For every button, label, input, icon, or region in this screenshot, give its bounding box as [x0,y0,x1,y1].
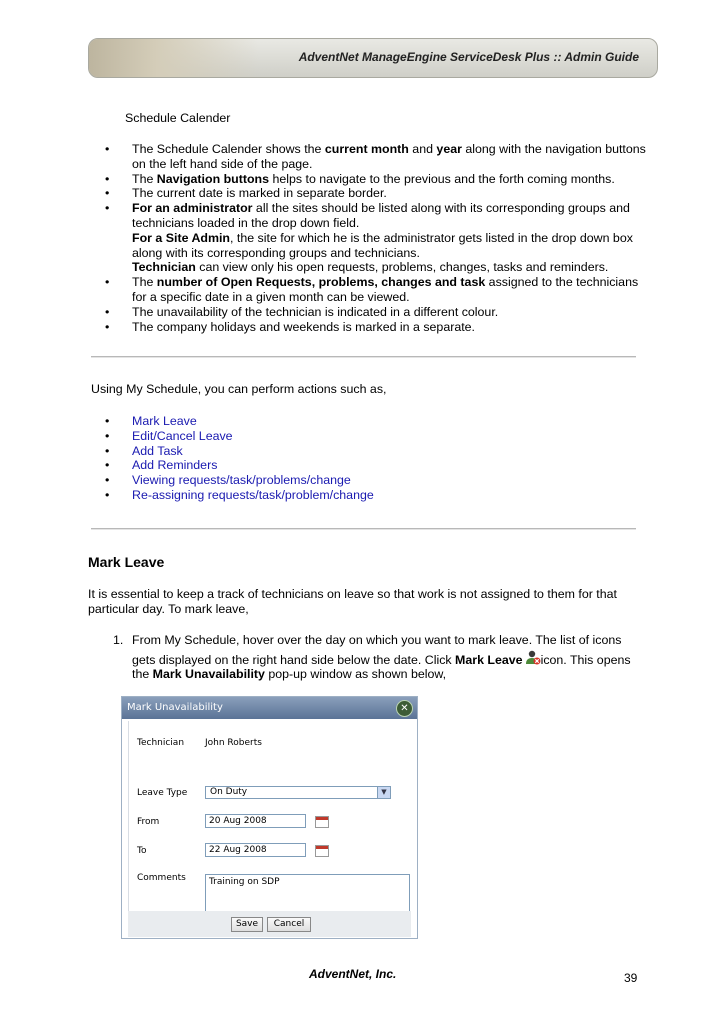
step-1-line-3-a: the [132,667,153,681]
header-logo-art [89,39,259,78]
to-label: To [137,846,147,856]
bullet-item [91,305,651,320]
action-link[interactable]: Re-assigning requests/task/problem/change [132,487,374,502]
text-segment: helps to navigate to the previous and the forth coming months. [269,171,615,186]
text-segment: on the left hand side of the page. [132,156,313,171]
bullet-line [132,157,651,172]
technician-label: Technician [137,738,185,748]
text-segment: all the sites should be listed along with its corresponding groups and [252,201,630,216]
text-segment: The company holidays and weekends is marked in a separate. [132,319,475,334]
step-1-line-3 [132,667,652,684]
action-list-item [91,488,651,503]
mark-leave-para-line-1: It is essential to keep a track of technicians on leave so that work is not assigned to them for that [88,587,617,601]
action-link[interactable]: Edit/Cancel Leave [132,428,233,443]
bullet-item [91,320,651,335]
bullet-item [91,142,651,172]
to-date-input[interactable]: 22 Aug 2008 [205,843,306,857]
bullet-icon: • [105,171,110,186]
bullet-item [91,172,651,187]
bullet-line [132,172,651,187]
text-segment: and [408,142,437,156]
bullet-item [91,186,651,201]
bullet-line [132,246,651,261]
to-calendar-icon[interactable] [315,845,329,857]
bold-text: current month [324,142,409,156]
action-link[interactable]: Viewing requests/task/problems/change [132,473,351,488]
text-segment: technicians loaded in the drop down field. [132,215,360,230]
close-icon[interactable]: ✕ [396,700,413,717]
step-1-line-2-a: gets displayed on the right hand side below the date. Click [132,653,456,667]
mark-leave-para-line-2: particular day. To mark leave, [88,601,249,616]
technician-leave-icon [525,650,539,664]
bullet-line [132,201,651,216]
bullet-line [132,260,651,275]
step-1-text [132,633,652,684]
action-link[interactable]: Mark Leave [132,414,197,428]
text-segment: The Schedule Calender shows the [132,142,325,156]
mark-unavailability-dialog [121,696,418,939]
bullet-icon: • [105,443,110,458]
bullet-icon: • [105,142,110,156]
from-calendar-icon[interactable] [315,816,329,828]
step-1-line-3-c: pop-up window as shown below, [264,667,447,681]
bullet-icon: • [105,487,110,502]
text-segment: The [132,171,157,186]
bold-text: Navigation buttons [156,171,269,186]
schedule-calender-heading: Schedule Calender [125,111,231,125]
step-1-line-1: From My Schedule, hover over the day on which you want to mark leave. The list of icons [132,633,622,647]
bold-text: For a Site Admin [132,230,230,245]
mark-unavailability-bold: Mark Unavailability [152,667,265,681]
action-list-item [91,473,651,488]
action-list-item [91,444,651,459]
text-segment: The unavailability of the technician is indicated in a different colour. [132,304,499,319]
action-list-item [91,429,651,444]
footer-company: AdventNet, Inc. [309,967,397,981]
schedule-calender-bullets [91,142,651,334]
text-segment: The [132,275,157,290]
bullet-item [91,201,651,275]
from-label: From [137,817,160,827]
leave-type-label: Leave Type [137,788,188,798]
bullet-icon: • [105,201,110,216]
bullet-item [91,275,651,305]
action-link[interactable]: Add Task [132,443,183,458]
bullet-icon: • [105,414,110,428]
text-segment: assigned to the technicians [485,275,639,290]
action-list-item [91,414,651,429]
mark-leave-heading: Mark Leave [88,554,165,570]
bullet-line [132,290,651,305]
action-link[interactable]: Add Reminders [132,458,218,473]
dialog-footer [128,911,411,937]
from-date-input[interactable]: 20 Aug 2008 [205,814,306,828]
bullet-icon: • [105,458,110,473]
my-schedule-intro: Using My Schedule, you can perform actions such as, [91,382,387,396]
text-segment: The current date is marked in separate border. [132,186,387,201]
cancel-button[interactable]: Cancel [267,917,311,932]
step-number: 1. [113,633,124,647]
page-number: 39 [624,971,638,985]
mark-leave-paragraph [88,587,648,617]
bold-text: number of Open Requests, problems, changes and task [156,275,486,290]
bold-text: For an administrator [132,201,253,216]
text-segment: for a specific date in a given month can be viewed. [132,289,410,304]
header-title: AdventNet ManageEngine ServiceDesk Plus :: Admin Guide [298,50,639,64]
divider-2 [91,528,636,530]
text-segment: , the site for which he is the administrator gets listed in the drop down box [230,230,633,245]
bullet-icon: • [105,186,110,201]
bullet-icon: • [105,319,110,334]
bullet-icon: • [105,473,110,488]
bullet-icon: • [105,428,110,443]
bullet-line [132,275,651,290]
step-1-line-2-c: icon. This opens [540,653,631,667]
bold-text: Technician [132,260,196,275]
comments-label: Comments [137,873,186,883]
text-segment: along with the navigation buttons [461,142,646,156]
dialog-title: Mark Unavailability [127,702,223,713]
dialog-body [128,721,412,911]
chevron-down-icon[interactable]: ▼ [377,787,390,798]
bullet-line [132,142,651,157]
bullet-line [132,231,651,246]
bullet-icon: • [105,275,110,290]
comments-textarea[interactable]: Training on SDP [205,874,410,926]
action-list-item [91,458,651,473]
save-button[interactable]: Save [231,917,263,932]
leave-type-value: On Duty [210,787,248,797]
text-segment: can view only his open requests, problems, changes, tasks and reminders. [195,260,609,275]
bullet-icon: • [105,304,110,319]
my-schedule-actions-list [91,414,651,503]
bullet-line [132,216,651,231]
bold-text: year [436,142,462,156]
bullet-line [132,186,651,201]
text-segment: along with its corresponding groups and technicians. [132,245,420,260]
bullet-line [132,305,651,320]
leave-type-select[interactable] [205,786,391,799]
header-banner [88,38,658,78]
bullet-line [132,320,651,335]
divider-1 [91,356,636,358]
dialog-title-bar [122,697,417,719]
step-1-line-2 [132,650,652,667]
mark-leave-bold: Mark Leave [455,653,523,667]
technician-value: John Roberts [205,738,262,748]
